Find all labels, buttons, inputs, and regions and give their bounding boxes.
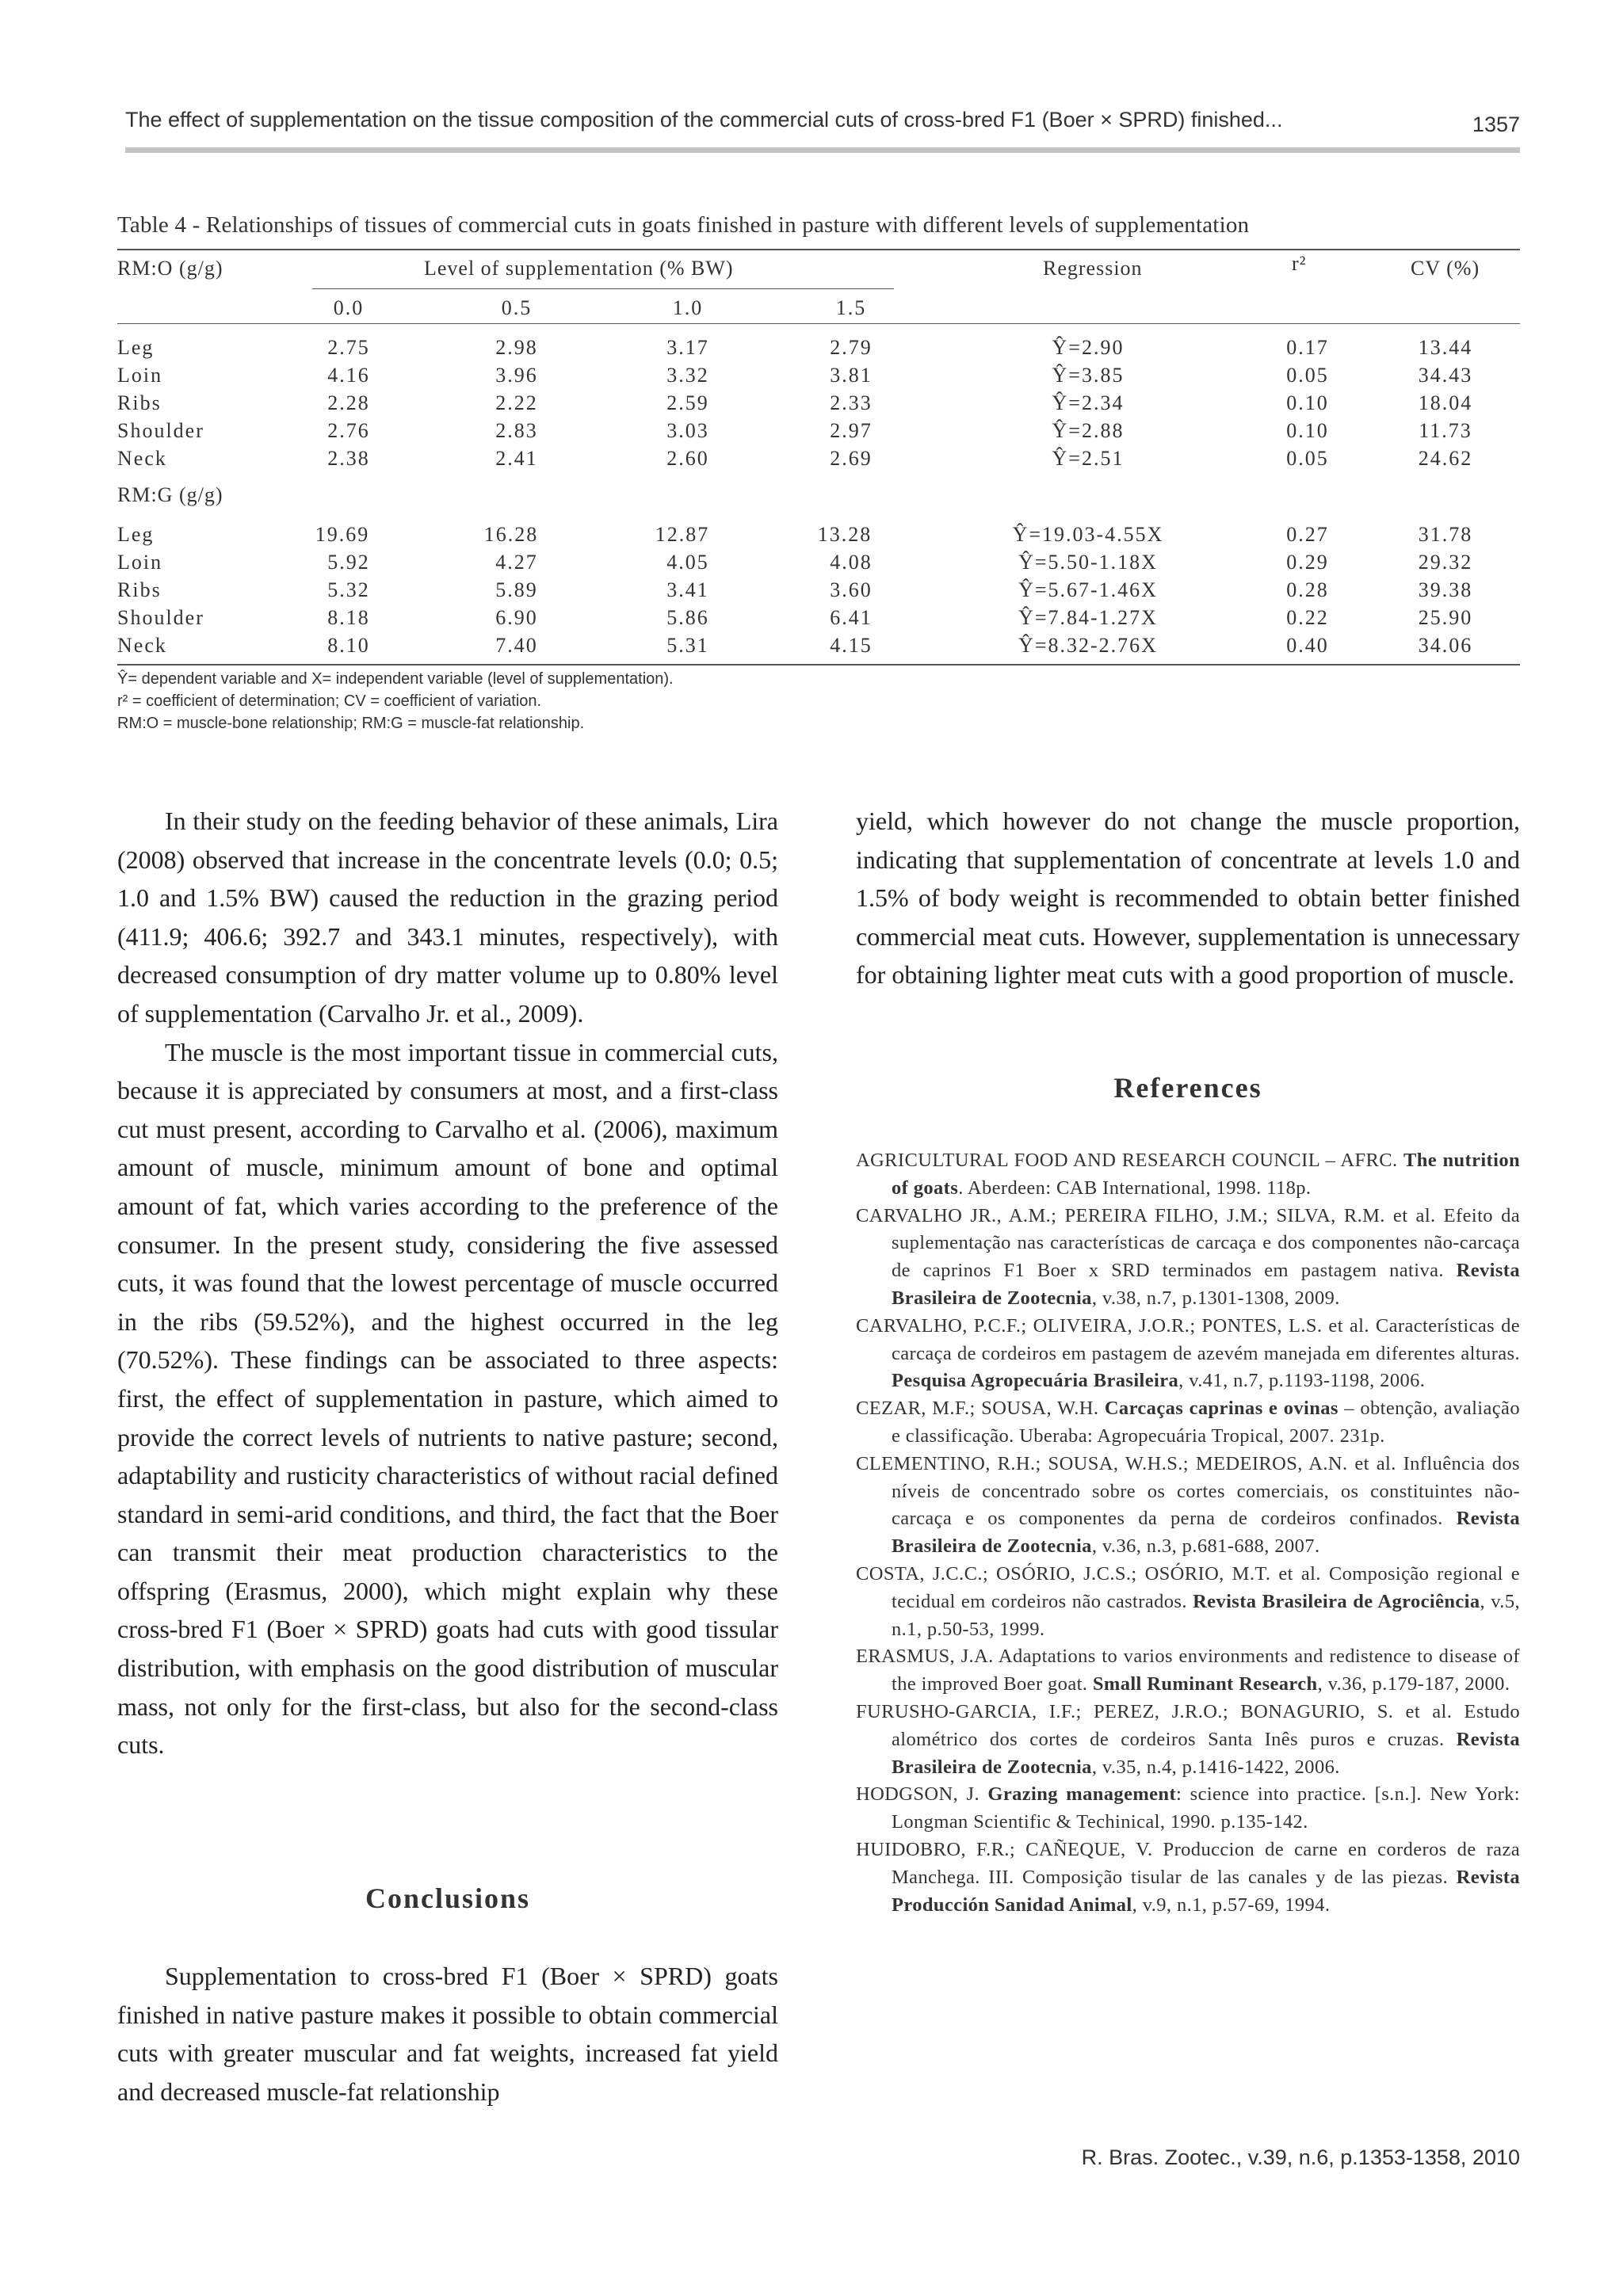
row-cut-label: Loin: [117, 551, 163, 574]
table-header-rule: [117, 323, 1520, 324]
table-cell: 2.38: [327, 447, 370, 470]
table-caption: Table 4 - Relationships of tissues of commercial cuts in goats finished in pasture with different levels of supplementation: [117, 212, 1250, 238]
reference-item: COSTA, J.C.C.; OSÓRIO, J.C.S.; OSÓRIO, M.T. et al. Composição regional e tecidual em cordeiros não castrados. Revista Brasileira de Agrociência, v.5, n.1, p.50-53, 1999.: [856, 1562, 1520, 1640]
regression-cell: Ŷ=7.84-1.27X: [1018, 606, 1158, 629]
r2-cell: 0.10: [1286, 419, 1329, 442]
table-cell: 3.41: [666, 578, 709, 601]
level-header-1: 0.5: [501, 296, 533, 319]
table-cell: 3.60: [830, 578, 873, 601]
table-cell: 13.28: [817, 523, 873, 546]
regression-cell: Ŷ=2.88: [1052, 419, 1125, 442]
table-cell: 5.32: [327, 578, 370, 601]
conclusions-text-left: [117, 1957, 778, 2111]
regression-cell: Ŷ=8.32-2.76X: [1018, 634, 1158, 657]
reference-item: FURUSHO-GARCIA, I.F.; PEREZ, J.R.O.; BONAGURIO, S. et al. Estudo alométrico dos cortes de cordeiros Santa Inês puros e cruzas. Revista Brasileira de Zootecnia, v.35, n.4, p.1416-1422, 2006.: [856, 1700, 1520, 1778]
reference-item: CARVALHO, P.C.F.; OLIVEIRA, J.O.R.; PONTES, L.S. et al. Características de carcaça de cordeiros em pastagem de azevém manejada em diferentes alturas. Pesquisa Agropecuária Brasileira, v.41, n.7, p.1193-1198, 2006.: [856, 1314, 1520, 1392]
regression-cell: Ŷ=2.34: [1052, 391, 1125, 414]
table-cell: 19.69: [315, 523, 370, 546]
table-cell: 12.87: [655, 523, 710, 546]
table-cell: 2.75: [327, 336, 370, 359]
reference-item: ERASMUS, J.A. Adaptations to varios environments and redistence to disease of the improved Boer goat. Small Ruminant Research, v.36, p.179-187, 2000.: [856, 1646, 1520, 1695]
regression-cell: Ŷ=2.90: [1052, 336, 1125, 359]
row-cut-label: Leg: [117, 336, 155, 359]
cv-cell: 29.32: [1418, 551, 1473, 574]
cv-cell: 34.06: [1418, 634, 1473, 657]
header-rule: [125, 147, 1520, 153]
table-cell: 7.40: [495, 634, 538, 657]
row-cut-label: Ribs: [117, 578, 162, 601]
cv-cell: 31.78: [1418, 523, 1473, 546]
regression-cell: Ŷ=19.03-4.55X: [1012, 523, 1164, 546]
table-cell: 16.28: [483, 523, 539, 546]
cv-cell: 13.44: [1418, 336, 1473, 359]
reference-item: CEZAR, M.F.; SOUSA, W.H. Carcaças caprinas e ovinas – obtenção, avaliação e classificação. Uberaba: Agropecuária Tropical, 2007. 231p.: [856, 1398, 1520, 1447]
r2-cell: 0.29: [1286, 551, 1329, 574]
journal-citation-footer: R. Bras. Zootec., v.39, n.6, p.1353-1358, 2010: [1081, 2145, 1520, 2169]
table-cell: 2.28: [327, 391, 370, 414]
table-cell: 4.16: [327, 364, 370, 387]
level-header-3: 1.5: [835, 296, 867, 319]
table-cell: 3.17: [666, 336, 709, 359]
row-cut-label: Leg: [117, 523, 155, 546]
table-bottom-rule: [117, 664, 1520, 666]
table-cell: 3.32: [666, 364, 709, 387]
row-cut-label: Shoulder: [117, 419, 204, 442]
table-cell: 2.76: [327, 419, 370, 442]
body-paragraph: yield, which however do not change the muscle proportion, indicating that supplementation of concentrate at levels 1.0 and 1.5% of body weight is recommended to obtain better finished commercial meat cuts. However, supplementation is unnecessary for obtaining lighter meat cuts with a good proportion of muscle.: [856, 807, 1520, 990]
table-cell: 5.89: [495, 578, 538, 601]
level-header-2: 1.0: [672, 296, 704, 319]
table-cell: 2.98: [495, 336, 538, 359]
table-cell: 5.31: [666, 634, 709, 657]
row-cut-label: Shoulder: [117, 606, 204, 629]
table-header-rm-o: RM:O (g/g): [117, 257, 223, 280]
reference-item: AGRICULTURAL FOOD AND RESEARCH COUNCIL – AFRC. The nutrition of goats. Aberdeen: CAB International, 1998. 118p.: [856, 1150, 1520, 1199]
row-cut-label: Ribs: [117, 391, 162, 414]
cv-cell: 39.38: [1418, 578, 1473, 601]
references-heading: References: [1113, 1072, 1262, 1104]
cv-cell: 25.90: [1418, 606, 1473, 629]
regression-cell: Ŷ=2.51: [1052, 447, 1125, 470]
reference-list: [856, 1147, 1520, 1919]
table-header-level-group: Level of supplementation (% BW): [424, 257, 734, 280]
left-column-body: [117, 802, 778, 1764]
cv-cell: 34.43: [1418, 364, 1473, 387]
cv-cell: 18.04: [1418, 391, 1473, 414]
r2-cell: 0.27: [1286, 523, 1329, 546]
table-cell: 4.27: [495, 551, 538, 574]
table-cell: 2.83: [495, 419, 538, 442]
table-header-regression: Regression: [1043, 257, 1143, 280]
reference-item: HUIDOBRO, F.R.; CAÑEQUE, V. Produccion de carne en corderos de raza Manchega. III. Composição tisular de las canales y de las piezas. Revista Producción Sanidad Animal, v.9, n.1, p.57-69, 1994.: [856, 1838, 1520, 1916]
table-cell: 3.81: [830, 364, 873, 387]
r2-cell: 0.22: [1286, 606, 1329, 629]
table-cell: 8.18: [327, 606, 370, 629]
r2-cell: 0.28: [1286, 578, 1329, 601]
table-cell: 3.96: [495, 364, 538, 387]
conclusions-text-right: [856, 802, 1520, 994]
table-cell: 2.41: [495, 447, 538, 470]
body-paragraph: In their study on the feeding behavior of these animals, Lira (2008) observed that increase in the concentrate levels (0.0; 0.5; 1.0 and 1.5% BW) caused the reduction in the grazing period (411.9; 406.6; 392.7 and 343.1 minutes, respectively), with decreased consumption of dry matter volume up to 0.80% level of supplementation (Carvalho Jr. et al., 2009).: [117, 807, 778, 1028]
r2-cell: 0.05: [1286, 447, 1329, 470]
table-cell: 4.08: [830, 551, 873, 574]
row-cut-label: Loin: [117, 364, 163, 387]
table-note: RM:O = muscle-bone relationship; RM:G = muscle-fat relationship.: [117, 715, 585, 732]
table-cell: 2.69: [830, 447, 873, 470]
table-cell: 8.10: [327, 634, 370, 657]
table-header-r2: r²: [1292, 252, 1307, 275]
body-paragraph: Supplementation to cross-bred F1 (Boer × SPRD) goats finished in native pasture makes it possible to obtain commercial cuts with greater muscular and fat weights, increased fat yield and decreased muscle-fat relationship: [117, 1962, 778, 2106]
regression-cell: Ŷ=3.85: [1052, 364, 1125, 387]
table-cell: 6.90: [495, 606, 538, 629]
table-cell: 2.79: [830, 336, 873, 359]
conclusions-heading: Conclusions: [365, 1882, 531, 1914]
table-cell: 2.97: [830, 419, 873, 442]
level-header-0: 0.0: [333, 296, 365, 319]
table-cell: 3.03: [666, 419, 709, 442]
table-cell: 2.59: [666, 391, 709, 414]
row-cut-label: Neck: [117, 447, 167, 470]
table-cell: 4.15: [830, 634, 873, 657]
row-cut-label: Neck: [117, 634, 167, 657]
table-cell: 6.41: [830, 606, 873, 629]
level-group-rule: [312, 288, 894, 289]
running-header: [125, 108, 1520, 143]
reference-item: HODGSON, J. Grazing management: science into practice. [s.n.]. New York: Longman Scientific & Techinical, 1990. p.135-142.: [856, 1783, 1520, 1833]
regression-cell: Ŷ=5.50-1.18X: [1018, 551, 1158, 574]
cv-cell: 11.73: [1419, 419, 1472, 442]
r2-cell: 0.17: [1286, 336, 1329, 359]
body-paragraph: The muscle is the most important tissue in commercial cuts, because it is appreciated by consumers at most, and a first-class cut must present, according to Carvalho et al. (2006), maximum amount of muscle, minimum amount of bone and optimal amount of fat, which varies according to the preference of the consumer. In the present study, considering the five assessed cuts, it was found that the lowest percentage of muscle occurred in the ribs (59.52%), and the highest occurred in the leg (70.52%). These findings can be associated to three aspects: first, the effect of supplementation in pasture, which aimed to provide the correct levels of nutrients to native pasture; second, adaptability and rusticity characteristics of without racial defined standard in semi-arid conditions, and third, the fact that the Boer can transmit their meat production characteristics to the offspring (Erasmus, 2000), which might explain why these cross-bred F1 (Boer × SPRD) goats had cuts with good tissular distribution, with emphasis on the good distribution of muscular mass, not only for the first-class, but also for the second-class cuts.: [117, 1037, 778, 1760]
reference-item: CARVALHO JR., A.M.; PEREIRA FILHO, J.M.; SILVA, R.M. et al. Efeito da suplementação nas características de carcaça e dos componentes não-carcaça de caprinos F1 Boer x SRD terminados em pastagem nativa. Revista Brasileira de Zootecnia, v.38, n.7, p.1301-1308, 2009.: [856, 1204, 1520, 1309]
table-header-cv: CV (%): [1411, 257, 1480, 280]
running-title: The effect of supplementation on the tissue composition of the commercial cuts of cross-bred F1 (Boer × SPRD) finished...: [125, 108, 1283, 132]
table-cell: 4.05: [666, 551, 709, 574]
r2-cell: 0.10: [1286, 391, 1329, 414]
table-cell: 5.92: [327, 551, 370, 574]
reference-item: CLEMENTINO, R.H.; SOUSA, W.H.S.; MEDEIROS, A.N. et al. Influência dos níveis de concentrado sobre os cortes comerciais, os constituintes não-carcaça e os componentes da perna de cordeiros confinados. Revista Brasileira de Zootecnia, v.36, n.3, p.681-688, 2007.: [856, 1452, 1520, 1558]
table-top-rule: [117, 249, 1520, 250]
cv-cell: 24.62: [1418, 447, 1473, 470]
table-group-label-rm-g: RM:G (g/g): [117, 483, 223, 506]
r2-cell: 0.40: [1286, 634, 1329, 657]
r2-cell: 0.05: [1286, 364, 1329, 387]
table-note: Ŷ= dependent variable and X= independent variable (level of supplementation).: [117, 670, 674, 688]
table-cell: 2.33: [830, 391, 873, 414]
table-cell: 5.86: [666, 606, 709, 629]
page-number: 1357: [1472, 113, 1520, 136]
table-cell: 2.60: [666, 447, 709, 470]
regression-cell: Ŷ=5.67-1.46X: [1018, 578, 1158, 601]
table-note: r² = coefficient of determination; CV = coefficient of variation.: [117, 692, 542, 710]
table-cell: 2.22: [495, 391, 538, 414]
